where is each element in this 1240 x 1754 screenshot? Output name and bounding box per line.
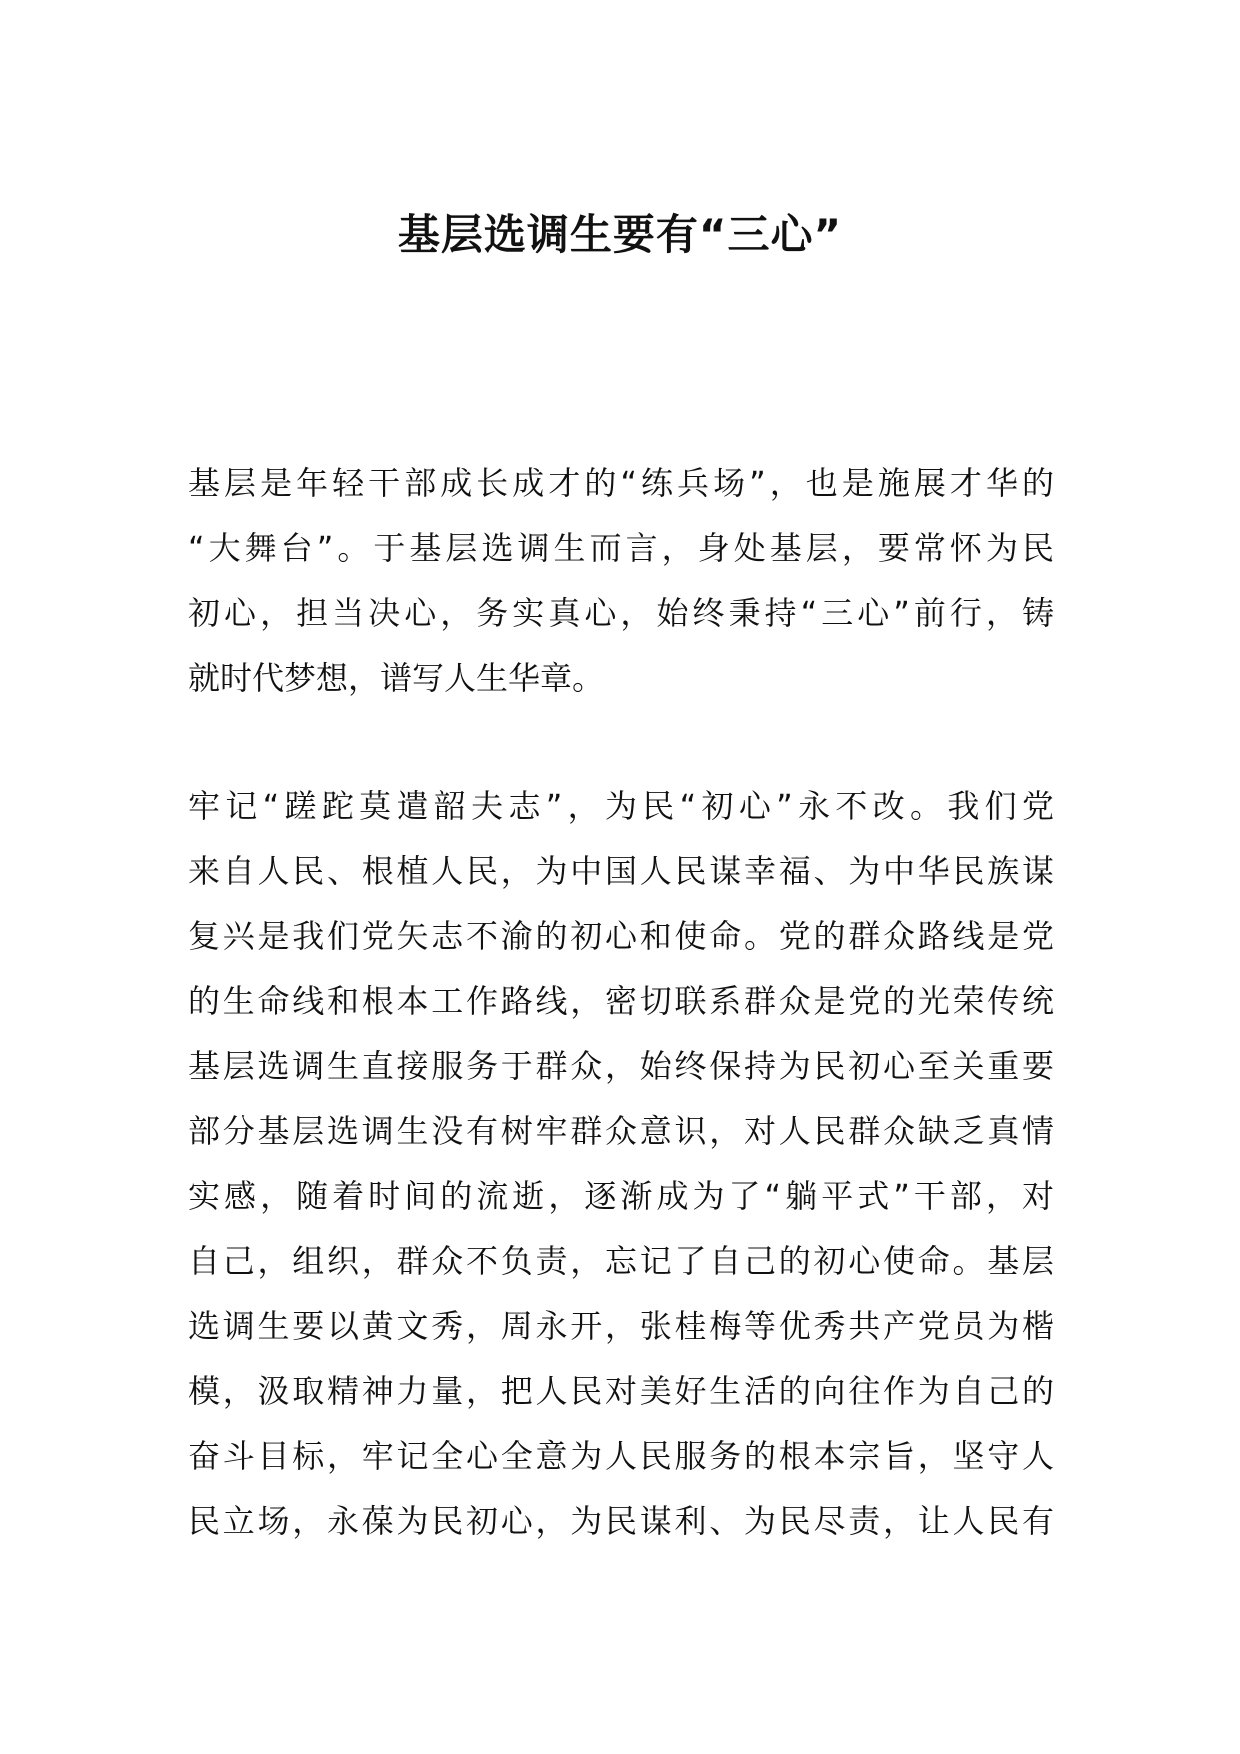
text-line: 来自人民、根植人民，为中国人民谋幸福、为中华民族谋 [188,852,1054,890]
text-line: 初心，担当决心，务实真心，始终秉持“三心”前行，铸 [188,594,1054,632]
text-line: 基层选调生直接服务于群众，始终保持为民初心至关重要 [188,1047,1054,1085]
document-title: 基层选调生要有“三心” [397,210,843,259]
text-line: 牢记“蹉跎莫遣韶夫志”，为民“初心”永不改。我们党 [188,787,1054,825]
text-line: 民立场，永葆为民初心，为民谋利、为民尽责，让人民有 [188,1502,1054,1540]
text-line: 模，汲取精神力量，把人民对美好生活的向往作为自己的 [188,1372,1054,1410]
text-line: 复兴是我们党矢志不渝的初心和使命。党的群众路线是党 [188,917,1054,955]
text-line: 自己，组织，群众不负责，忘记了自己的初心使命。基层 [188,1242,1054,1280]
text-line: 基层是年轻干部成长成才的“练兵场”，也是施展才华的 [188,464,1054,502]
paragraph-first-heart [188,774,1054,1554]
text-line: 奋斗目标，牢记全心全意为人民服务的根本宗旨，坚守人 [188,1437,1054,1475]
text-line: 选调生要以黄文秀，周永开，张桂梅等优秀共产党员为楷 [188,1307,1054,1345]
text-line: “大舞台”。于基层选调生而言，身处基层，要常怀为民 [188,529,1054,567]
text-line: 的生命线和根本工作路线，密切联系群众是党的光荣传统 [188,982,1054,1020]
text-line: 实感，随着时间的流逝，逐渐成为了“躺平式”干部，对 [188,1177,1054,1215]
text-line: 就时代梦想，谱写人生华章。 [188,659,605,697]
text-line: 部分基层选调生没有树牢群众意识，对人民群众缺乏真情 [188,1112,1054,1150]
paragraph-intro [188,451,1054,711]
